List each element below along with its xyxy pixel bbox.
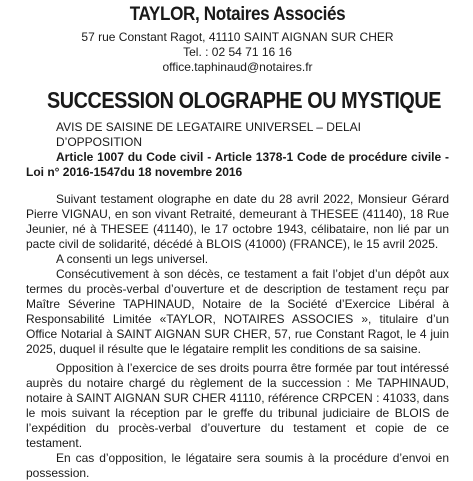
- notice-title: SUCCESSION OLOGRAPHE OU MYSTIQUE: [47, 87, 441, 113]
- firm-email: office.taphinaud@notaires.fr: [162, 60, 313, 74]
- paragraph-universal-legacy: A consenti un legs universel.: [56, 252, 209, 266]
- paragraph-procedure: En cas d’opposition, le légataire sera soumis à la procédure d’envoi en possession.: [26, 451, 449, 480]
- notice-legal-reference: Article 1007 du Code civil - Article 1378-1 Code de procédure civile - Loi n° 2016-1547du 18 novembre 2016: [26, 150, 449, 179]
- paragraph-opposition: Opposition à l’exercice de ses droits pourra être formée par tout intéressé auprès du notaire chargé du règlement de la succession : Me TAPHINAUD, notaire à SAINT AIGNAN SUR CHER 41110, référence CRPCEN : 41033, dans le mois suivant la réception par le greffe du tribunal judiciaire de BLOIS de l’expédition du procès-verbal d’ouverture du testament et copie de ce testament.: [26, 361, 449, 450]
- firm-address: 57 rue Constant Ragot, 41110 SAINT AIGNAN SUR CHER: [81, 30, 394, 44]
- firm-phone: Tel. : 02 54 71 16 16: [183, 45, 292, 59]
- paragraph-testament: Suivant testament olographe en date du 28 avril 2022, Monsieur Gérard Pierre VIGNAU, en son vivant Retraité, demeurant à THESEE (41140), 18 Rue Jeunier, né à THESEE (41140), le 17 octobre 1943, célibataire, non lié par un pacte civil de solidarité, décédé à BLOIS (41000) (FRANCE), le 15 avril 2025.: [26, 192, 449, 251]
- firm-name: TAYLOR, Notaires Associés: [129, 4, 346, 25]
- notice-subtitle: AVIS DE SAISINE DE LEGATAIRE UNIVERSEL – DELAI D’OPPOSITION: [56, 120, 361, 149]
- paragraph-deposit: Consécutivement à son décès, ce testament a fait l’objet d’un dépôt aux termes du procès-verbal d’ouverture et de description de testament reçu par Maître Séverine TAPHINAUD, Notaire de la Société d’Exercice Libéral à Responsabilité Limitée «TAYLOR, NOTAIRES ASSOCIES », titulaire d’un Office Notarial à SAINT AIGNAN SUR CHER, 57, rue Constant Ragot, le 4 juin 2025, duquel il résulte que le légataire remplit les conditions de sa saisine.: [26, 267, 449, 356]
